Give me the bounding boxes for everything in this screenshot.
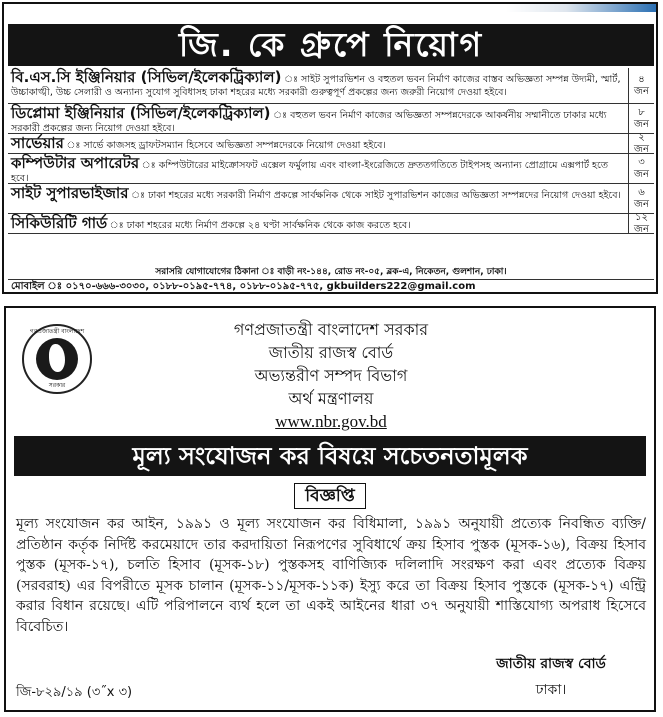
job-count — [628, 211, 654, 235]
job-count-unit: জন — [634, 143, 649, 155]
job-row — [8, 104, 654, 134]
reference-number: জি-৮২৯/১৯ (৩˝x ৩) — [16, 685, 133, 700]
notice-body: মূল্য সংযোজন কর আইন, ১৯৯১ ও মূল্য সংযোজন কর বিধিমালা, ১৯৯১ অনুযায়ী প্রত্যেক নিবন্ধিত ব্যক্তি/প্রতিষ্ঠান কর্তৃক নির্দিষ্ট করমেয়াদে তার করদায়িতা নিরূপণের সুবিধার্থে ক্রয় হিসাব পুস্তক (মূসক-১৬), বিক্রয় হিসাব পুস্তক (মূসক-১৭), চলতি হিসাব (মূসক-১৮) পুস্তকসহ বাণিজ্যিক দলিলাদি সংরক্ষণ করা এবং প্রত্যেক বিক্রয় (সরবরাহ) এর বিপরীতে মূসক চালান (মূসক-১১/মূসক-১১ক) ইস্যু করে তা বিক্রয় হিসাব পুস্তকে (মূসক-১৭) এন্ট্রি করার বিধান রয়েছে। এটি পরিপালনে ব্যর্থ হলে তা একই আইনের ধারা ৩৭ অনুযায়ী শাস্তিযোগ্য অপরাধ হিসেবে বিবেচিত। — [16, 516, 646, 635]
job-count-number: ৮ — [638, 106, 645, 118]
job-count-unit: জন — [634, 198, 649, 210]
job-count-unit: জন — [634, 85, 649, 97]
job-description: ঃ ঢাকা শহরের মধ্যে সরকারী নির্মাণ প্রকল্পে সার্বক্ষনিক থেকে সাইট সুপারভিশন কাজের অভিজ্ঞতা সম্পন্নদের নিয়োগ দেওয়া হইবে। — [145, 190, 621, 201]
seal-emblem — [36, 338, 78, 380]
job-title: কম্পিউটার অপারেটর — [11, 154, 140, 172]
job-title: বি.এস.সি ইঞ্জিনিয়ার (সিভিল/ইলেকট্রিক্যাল) — [11, 68, 282, 86]
job-count-number: ১২ — [635, 211, 648, 223]
job-description: ঃ সার্ভে কাজসহ ড্রাফটসম্যান হিসেবে অভিজ্ঞতা সম্পন্নদেরকে নিয়োগ দেওয়া হইবে। — [80, 140, 386, 151]
signature-organization: জাতীয় রাজস্ব বোর্ড — [496, 656, 606, 672]
job-count — [628, 184, 654, 213]
ad-headline: জি. কে গ্রুপে নিয়োগ — [8, 24, 654, 66]
job-count-unit: জন — [634, 118, 649, 130]
job-row — [8, 68, 654, 104]
job-description: ঃ বহুতল ভবন নির্মাণ কাজের অভিজ্ঞতা সম্পন্নদেরকে আকর্ষনীয় সম্মানীতে ঢাকার মধ্যে সরকারী প্রকল্পের জন্য নিয়োগ দেওয়া হইবে। — [11, 110, 607, 134]
map-icon — [49, 344, 65, 372]
job-advertisement — [2, 2, 658, 294]
job-count-unit: জন — [634, 223, 649, 235]
corner-decoration — [506, 4, 656, 12]
signature-city: ঢাকা। — [535, 682, 567, 698]
nbr-notice — [4, 306, 656, 712]
government-header — [126, 318, 536, 433]
job-description: ঃ ঢাকা শহরের মধ্যে নির্মাণ প্রকল্পে ২৪ ঘণ্টা সার্বক্ষনিক থেকে কাজ করতে হবে। — [123, 220, 411, 231]
gov-line-2: জাতীয় রাজস্ব বোর্ড — [268, 343, 394, 362]
job-row — [8, 154, 654, 184]
job-title: ডিপ্লোমা ইঞ্জিনিয়ার (সিভিল/ইলেকট্রিক্যাল) — [11, 104, 271, 122]
job-title: সিকিউরিটি গার্ড — [11, 214, 108, 232]
government-seal-icon — [22, 324, 92, 394]
job-count — [628, 68, 654, 103]
notice-banner: মূল্য সংযোজন কর বিষয়ে সচেতনতামূলক — [14, 436, 646, 476]
contact-mobile: মোবাইল ঃ ০১৭০-৬৬৬-৩০৩০, ০১৮৮-০১৯৫-৭৭৪, ০১৮৮-০১৯৫-৭৭৫, gkbuilders222@gmail.com — [8, 279, 654, 293]
contact-address: সরাসরি যোগাযোগের ঠিকানা ঃ বাড়ী নং-১৪৪, রোড নং-০৫, ব্লক-এ, নিকেতন, গুলশান, ঢাকা। — [155, 267, 507, 277]
seal-top-text: গণপ্রজাতন্ত্রী বাংলাদেশ — [29, 328, 85, 335]
job-count — [628, 104, 654, 133]
job-row — [8, 211, 654, 235]
job-row — [8, 184, 654, 214]
press-release-label: বিজ্ঞপ্তি — [294, 483, 365, 509]
website-link[interactable]: www.nbr.gov.bd — [275, 412, 387, 431]
gov-line-4: অর্থ মন্ত্রণালয় — [288, 389, 374, 408]
job-count-number: ৬ — [638, 186, 645, 198]
job-count-number: ২ — [638, 131, 645, 143]
gov-line-3: অভ্যন্তরীণ সম্পদ বিভাগ — [254, 366, 408, 385]
press-release-heading — [6, 483, 654, 509]
job-description: ঃ সাইট সুপারভিশন ও বহুতল ভবন নির্মাণ কাজের বাস্তব অভিজ্ঞতা সম্পন্ন উদ্যমী, স্মার্ট, উচ্চাকাঙ্খী, উচ্চ সেলারী ও অন্যান্য সুযোগ সুবিধাসহ ঢাকা শহরের মধ্যে সরকারী গুরুত্বপূর্ণ প্রকল্পের জন্য জরুরী নিয়োগ দেওয়া হইবে। — [11, 74, 621, 98]
job-count — [628, 131, 654, 155]
job-count-number: ৪ — [638, 73, 645, 85]
job-count-unit: জন — [634, 168, 649, 180]
job-row — [8, 131, 654, 155]
job-description: ঃ কম্পিউটারের মাইক্রোসফট এক্সেল ফর্মুলায় এবং বাংলা-ইংরেজিতে দ্রুততগতিতে টাইপসহ অন্যান্য প্রোগ্রামে এক্সপার্ট হতে হবে। — [11, 160, 608, 184]
job-title: সার্ভেয়ার — [11, 134, 64, 152]
job-title: সাইট সুপারভাইজার — [11, 184, 129, 202]
gov-line-1: গণপ্রজাতন্ত্রী বাংলাদেশ সরকার — [233, 320, 429, 339]
seal-bottom-text: সরকার — [48, 382, 66, 389]
job-list — [8, 68, 654, 234]
job-count-number: ৩ — [638, 156, 645, 168]
job-count — [628, 154, 654, 183]
